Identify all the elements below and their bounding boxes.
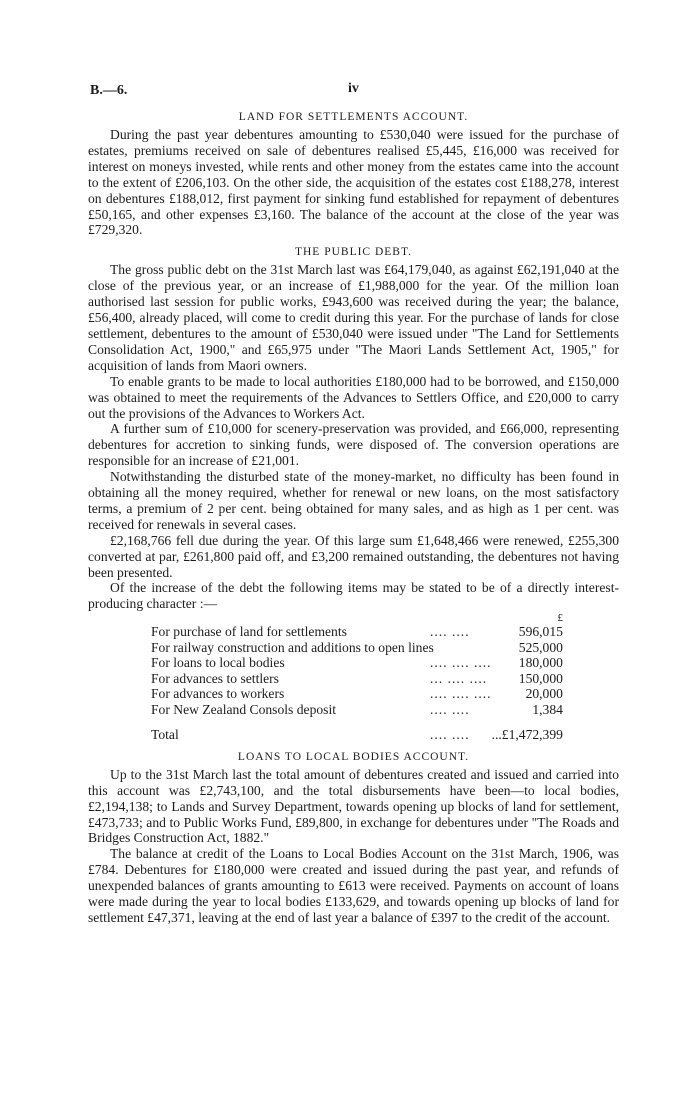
item-amount: 596,015 [518, 624, 563, 640]
total-label: Total [151, 727, 179, 743]
interest-producing-items-table [151, 612, 563, 743]
paragraph-debt-5: £2,168,766 fell due during the year. Of this large sum £1,648,466 were renewed, £255,300 converted at par, £261,800 paid off, and £3,200 remained outstanding, the debentures not having been presented. [88, 532, 619, 580]
table-row [151, 702, 563, 718]
document-body [88, 109, 619, 926]
total-row [151, 717, 563, 743]
leader-dots: .... .... .... [430, 655, 492, 671]
leader-dots: ... .... .... [430, 670, 488, 686]
leader-dots: .... .... [430, 624, 470, 640]
item-label: For railway construction and additions to open lines [151, 639, 434, 655]
item-amount: 1,384 [532, 701, 563, 717]
paragraph-loans-1: Up to the 31st March last the total amount of debentures created and issued and carried into this account was £2,743,100, and the total disbursements have been—to local bodies, £2,194,138; to Lands and Survey Department, towards opening up blocks of land for settlement, £473,733; and to Public Works Fund, £89,800, in exchange for debentures under "The Roads and Bridges Construction Act, 1882." [88, 766, 619, 846]
item-label: For purchase of land for settlements [151, 624, 347, 640]
table-row [151, 624, 563, 640]
leader-dots: .... .... [430, 727, 470, 743]
document-reference: B.—6. [90, 83, 128, 98]
heading-public-debt: THE PUBLIC DEBT. [294, 246, 413, 259]
paragraph-debt-6: Of the increase of the debt the following items may be stated to be of a directly interest-producing character :— [88, 580, 619, 612]
leader-dots: .... .... .... [430, 686, 492, 702]
item-label: For advances to workers [151, 686, 285, 702]
heading-land-for-settlements: LAND FOR SETTLEMENTS ACCOUNT. [238, 111, 469, 123]
paragraph-loans-2: The balance at credit of the Loans to Local Bodies Account on the 31st March, 1906, was £784. Debentures for £180,000 were created and issued during the past year, and refunds of unexpended balances of grants amounting to £613 were received. Payments on account of loans were made during the year to local bodies £133,629, and towards opening up blocks of land for settlement £47,371, leaving at the end of last year a balance of £397 to the credit of the account. [88, 846, 619, 925]
paragraph-debt-4: Notwithstanding the disturbed state of the money-market, no difficulty has been found in obtaining all the money required, whether for renewal or new loans, on the most satisfactory terms, a premium of 2 per cent. being obtained for many sales, and as high as 1 per cent. was received for renewals in several cases. [88, 469, 619, 532]
table-row [151, 671, 563, 687]
currency-header-row [151, 612, 563, 624]
item-amount: 525,000 [518, 639, 563, 655]
total-amount: ...£1,472,399 [491, 727, 563, 743]
paragraph-debt-3: A further sum of £10,000 for scenery-preservation was provided, and £66,000, representing debentures for accretion to sinking funds, were disposed of. The conversion operations are responsible for an increase of £21,001. [88, 421, 619, 469]
page-number: iv [348, 81, 359, 96]
item-amount: 20,000 [525, 686, 563, 702]
item-label: For New Zealand Consols deposit [151, 701, 337, 717]
heading-loans-to-local-bodies: LOANS TO LOCAL BODIES ACCOUNT. [237, 750, 470, 763]
paragraph-debt-1: The gross public debt on the 31st March last was £64,179,040, as against £62,191,040 at the close of the previous year, or an increase of £1,988,000 for the year. Of the million loan authorised last session for public works, £943,600 was received during the year; the balance, £56,400, already placed, will come to credit during this year. For the purchase of lands for close settlement, debentures to the amount of £530,040 were issued under "The Land for Settlements Consolidation Act, 1900," and £65,975 under "The Maori Lands Settlement Act, 1905," for acquisition of lands from Maori owners. [88, 262, 619, 373]
paragraph-land-1: During the past year debentures amounting to £530,040 were issued for the purchase of estates, premiums received on sale of debentures realised £5,445, £16,000 was received for interest on moneys invested, while rents and other money from the estates came into the account to the extent of £206,103. On the other side, the acquisition of the estates cost £188,278, interest on debentures £188,012, first payment for sinking fund established for repayment of debentures £50,165, and other expenses £3,160. The balance of the account at the close of the year was £729,320. [88, 127, 619, 238]
paragraph-debt-2: To enable grants to be made to local authorities £180,000 had to be borrowed, and £150,000 was obtained to meet the requirements of the Advances to Settlers Office, and £20,000 to carry out the provisions of the Advances to Workers Act. [88, 373, 619, 421]
item-amount: 180,000 [518, 655, 563, 671]
table-row [151, 686, 563, 702]
item-label: For loans to local bodies [151, 655, 285, 671]
table-row [151, 655, 563, 671]
item-label: For advances to settlers [151, 670, 279, 686]
leader-dots: .... .... [430, 701, 470, 717]
item-amount: 150,000 [518, 670, 563, 686]
table-row [151, 640, 563, 656]
currency-symbol: £ [557, 612, 563, 625]
